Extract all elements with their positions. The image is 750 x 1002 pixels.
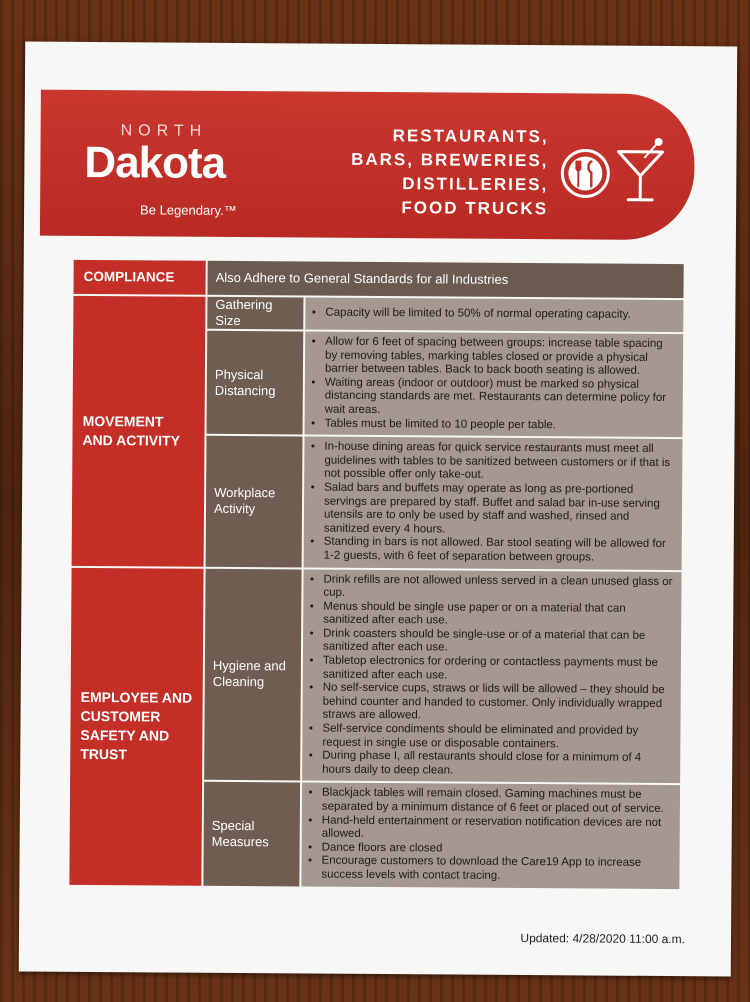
list-item: • Drink coasters should be single-use or of a material that can be sanitized after each use. <box>323 627 673 657</box>
list-item: • Tables must be limited to 10 people per table. <box>325 417 675 433</box>
updated-timestamp: Updated: 4/28/2020 11:00 a.m. <box>520 931 686 947</box>
section-title-movement: MOVEMENT AND ACTIVITY <box>72 296 206 566</box>
row-label-special-measures: Special Measures <box>203 782 300 886</box>
general-standards-header: Also Adhere to General Standards for all Industries <box>207 261 683 298</box>
row-body-physical-distancing <box>305 331 684 437</box>
section-title-safety: EMPLOYEE AND CUSTOMER SAFETY AND TRUST <box>69 567 203 885</box>
list-item: • Hand-held entertainment or reservation notification devices are not allowed. <box>322 814 672 844</box>
row-body-hygiene-cleaning <box>302 569 681 784</box>
list-item: • During phase I, all restaurants should close for a minimum of 4 hours daily to deep clean. <box>322 750 672 780</box>
table-header-row <box>73 260 683 298</box>
list-item: • Standing in bars is not allowed. Bar stool seating will be allowed for 1-2 guests, with 6 feet of separation between groups. <box>324 536 674 566</box>
list-item: • Menus should be single use paper or on a material that can sanitized after each use. <box>323 600 673 630</box>
fork-knife-plate-icon <box>560 148 610 198</box>
flyer-paper <box>19 42 737 977</box>
banner-title-line: FOOD TRUCKS <box>401 198 549 219</box>
list-item: • Waiting areas (indoor or outdoor) must be marked so physical distancing standards are met. Restaurants can determine policy for wait areas. <box>325 376 675 419</box>
table-row <box>70 567 681 783</box>
list-item: • Self-service condiments should be eliminated and provided by request in single use or disposable containers. <box>322 723 672 753</box>
brand-dakota: Dakota <box>84 137 226 188</box>
table-row <box>73 296 683 332</box>
row-label-gathering-size: Gathering Size <box>207 297 303 330</box>
row-label-hygiene-cleaning: Hygiene and Cleaning <box>204 568 301 781</box>
list-item: • Blackjack tables will remain closed. Gaming machines must be separated by a minimum distance of 6 feet or placed out of service. <box>322 787 672 817</box>
guidelines-table <box>67 258 685 891</box>
list-item: • Tabletop electronics for ordering or contactless payments must be sanitized after each use. <box>323 655 673 685</box>
list-item: • No self-service cups, straws or lids will be allowed – they should be behind counter and handed to customer. Only individually wrapped straws are allowed. <box>323 682 673 725</box>
banner-title-line: BARS, BREWERIES, <box>351 149 549 171</box>
banner-title <box>308 124 549 222</box>
row-body-workplace-activity <box>304 437 683 570</box>
list-item: • Capacity will be limited to 50% of normal operating capacity. <box>325 307 675 323</box>
list-item: • Allow for 6 feet of spacing between groups: increase table spacing by removing tables, marking tables closed or provide a physical barrier between tables. Back to back booth seating is allowed. <box>325 336 675 379</box>
list-item: • Salad bars and buffets may operate as long as pre-portioned servings are prepared by staff. Buffet and salad bar in-use serving utensils are to only be used by staff and washed, rinsed and sanitized every 4 hours. <box>324 482 674 539</box>
list-item: • Encourage customers to download the Care19 App to increase success levels with contact tracing. <box>321 855 671 885</box>
list-item: • Drink refills are not allowed unless served in a clean unused glass or cup. <box>323 573 673 603</box>
cocktail-glass-icon <box>614 136 666 206</box>
row-label-physical-distancing: Physical Distancing <box>207 331 304 435</box>
banner-title-line: DISTILLERIES, <box>402 174 549 195</box>
row-label-workplace-activity: Workplace Activity <box>206 436 303 567</box>
compliance-header: COMPLIANCE <box>73 260 205 295</box>
list-item: • In-house dining areas for quick service restaurants must meet all guidelines with tables to be sanitized between customers or if that is not possible offer only take-out. <box>324 441 674 484</box>
brand-tagline: Be Legendary.™ <box>140 202 237 219</box>
banner-title-line: RESTAURANTS, <box>392 126 549 147</box>
row-body-special-measures <box>301 783 680 889</box>
list-item: • Dance floors are closed <box>322 841 672 857</box>
row-body-gathering-size <box>305 297 683 332</box>
brand-north: NORTH <box>120 122 208 140</box>
header-banner <box>40 90 695 241</box>
